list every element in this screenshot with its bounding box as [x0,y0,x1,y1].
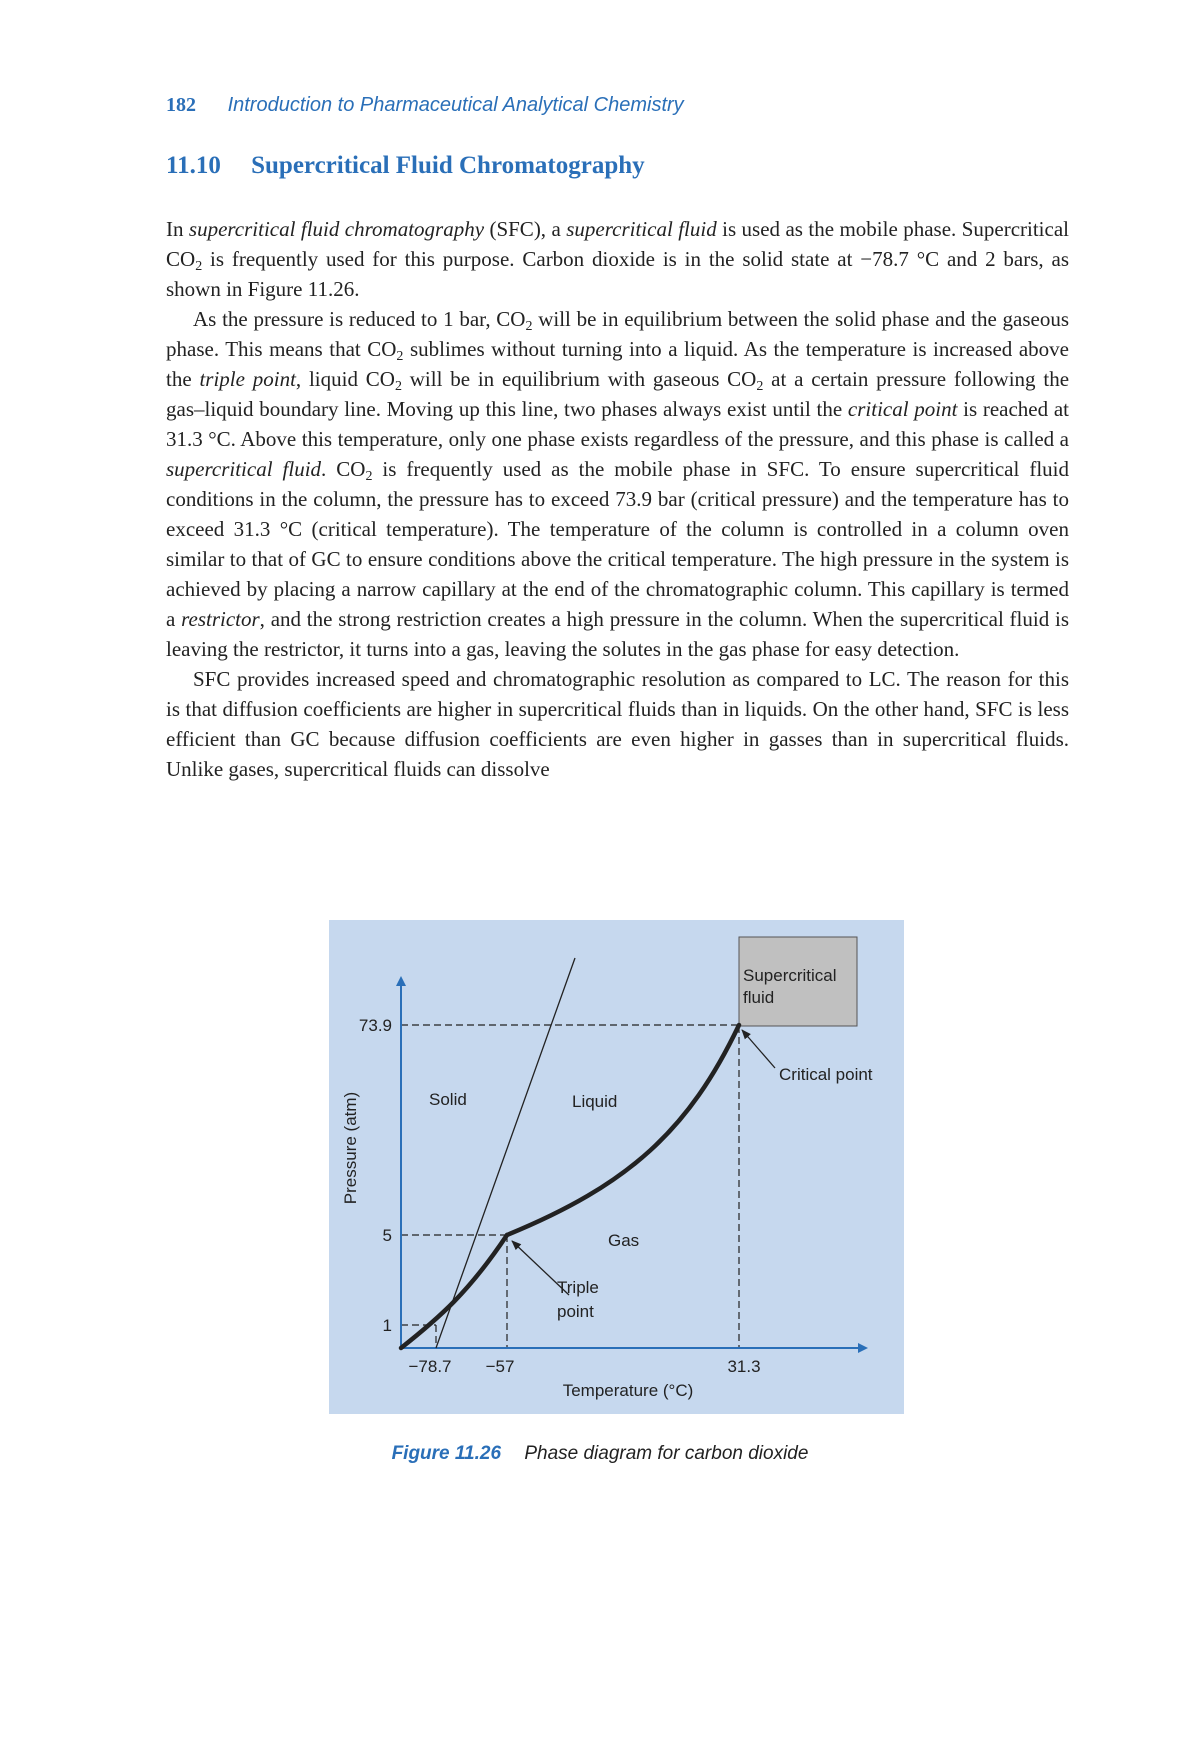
body-paragraph [166,304,1069,664]
text-run: is frequently used for this purpose. Carbon dioxide is in the solid state at −78.7 °C and 2 bars, as shown in Figure 11.26. [166,247,1069,301]
gas-region-label: Gas [608,1231,640,1250]
italic-term: supercritical fluid [166,457,322,481]
text-run: is reached at 31.3 °C. Above this temperature, only one phase exists regardless of the pressure, and this phase is called a [166,397,1069,451]
text-run: , and the strong restriction creates a high pressure in the column. When the supercritical fluid is leaving the restrictor, it turns into a gas, leaving the solutes in the gas phase for easy detection. [166,607,1069,661]
phase-diagram-figure [329,920,904,1414]
italic-term: supercritical fluid [566,217,717,241]
italic-term: critical point [847,397,958,421]
subscript: 2 [756,379,764,394]
text-run: . CO [321,457,366,481]
solid-liquid-boundary [436,958,575,1348]
text-run: , liquid CO [295,367,395,391]
triple-point-label-line2: point [557,1302,594,1321]
subscript: 2 [396,349,404,364]
subscript: 2 [394,379,402,394]
text-run: (SFC), a [484,217,567,241]
text-run: SFC provides increased speed and chromatographic resolution as compared to LC. The reason for this is that diffusion coefficients are higher in supercritical fluids than in liquids. On the other hand, SFC is less efficient than GC because diffusion coefficients are even higher in gasses than in supercritical fluids. Unlike gases, supercritical fluids can dissolve [166,667,1069,781]
y-tick-5: 5 [382,1226,392,1245]
text-run: is used as the mobile phase. Supercritical CO [166,217,1069,271]
section-title: Supercritical Fluid Chromatography [251,152,645,179]
text-run: will be in equilibrium between the solid phase and the gaseous phase. This means that CO [166,307,1069,361]
figure-caption-label: Figure 11.26 [391,1443,502,1464]
supercritical-label-line1: Supercritical [743,966,837,985]
triple-point-label-line1: Triple [557,1278,599,1297]
italic-term: supercritical fluid chromatography [188,217,485,241]
section-number: 11.10 [166,152,221,179]
body-text [166,214,1069,784]
page-number: 182 [166,94,196,116]
text-run: sublimes without turning into a liquid. As the temperature is increased above the [166,337,1069,391]
liquid-region-label: Liquid [572,1092,618,1111]
critical-point-pointer [742,1030,775,1068]
y-tick-73-9: 73.9 [358,1016,392,1035]
text-run: As the pressure is reduced to 1 bar, CO [193,307,526,331]
text-run: is frequently used as the mobile phase in SFC. To ensure supercritical fluid conditions in the column, the pressure has to exceed 73.9 bar (critical pressure) and the temperature has to exceed 31.3 °C (critical temperature). The temperature of the column is controlled in a column oven similar to that of GC to ensure conditions above the critical temperature. The high pressure in the system is achieved by placing a narrow capillary at the end of the chromatographic column. This capillary is termed a [166,457,1069,631]
italic-term: triple point [199,367,296,391]
figure-caption-text: Phase diagram for carbon dioxide [524,1443,809,1464]
body-paragraph [166,214,1069,304]
subscript: 2 [365,469,373,484]
text-run: will be in equilibrium with gaseous CO [401,367,757,391]
subscript: 2 [525,319,533,334]
x-tick-31-3: 31.3 [727,1357,761,1376]
x-tick-minus-78-7: −78.7 [408,1357,452,1376]
x-axis-label: Temperature (°C) [562,1381,694,1400]
supercritical-label-line2: fluid [743,988,775,1007]
italic-term: restrictor [181,607,260,631]
section-heading [166,152,645,180]
subscript: 2 [195,259,203,274]
text-run: In [166,217,189,241]
y-tick-1: 1 [382,1316,392,1335]
running-head [166,94,684,117]
text-run: at a certain pressure following the gas–liquid boundary line. Moving up this line, two phases always exist until the [166,367,1070,421]
body-paragraph [166,664,1069,784]
phase-diagram [329,920,904,1414]
solid-region-label: Solid [429,1090,467,1109]
y-axis-label: Pressure (atm) [341,1091,360,1205]
x-tick-minus-57: −57 [485,1357,515,1376]
figure-caption [0,1443,1200,1465]
book-title: Introduction to Pharmaceutical Analytical Chemistry [227,94,684,116]
vaporization-curve [507,1025,739,1235]
sublimation-curve [401,1235,507,1348]
critical-point-label: Critical point [779,1065,873,1084]
dashed-guides [401,1025,739,1348]
